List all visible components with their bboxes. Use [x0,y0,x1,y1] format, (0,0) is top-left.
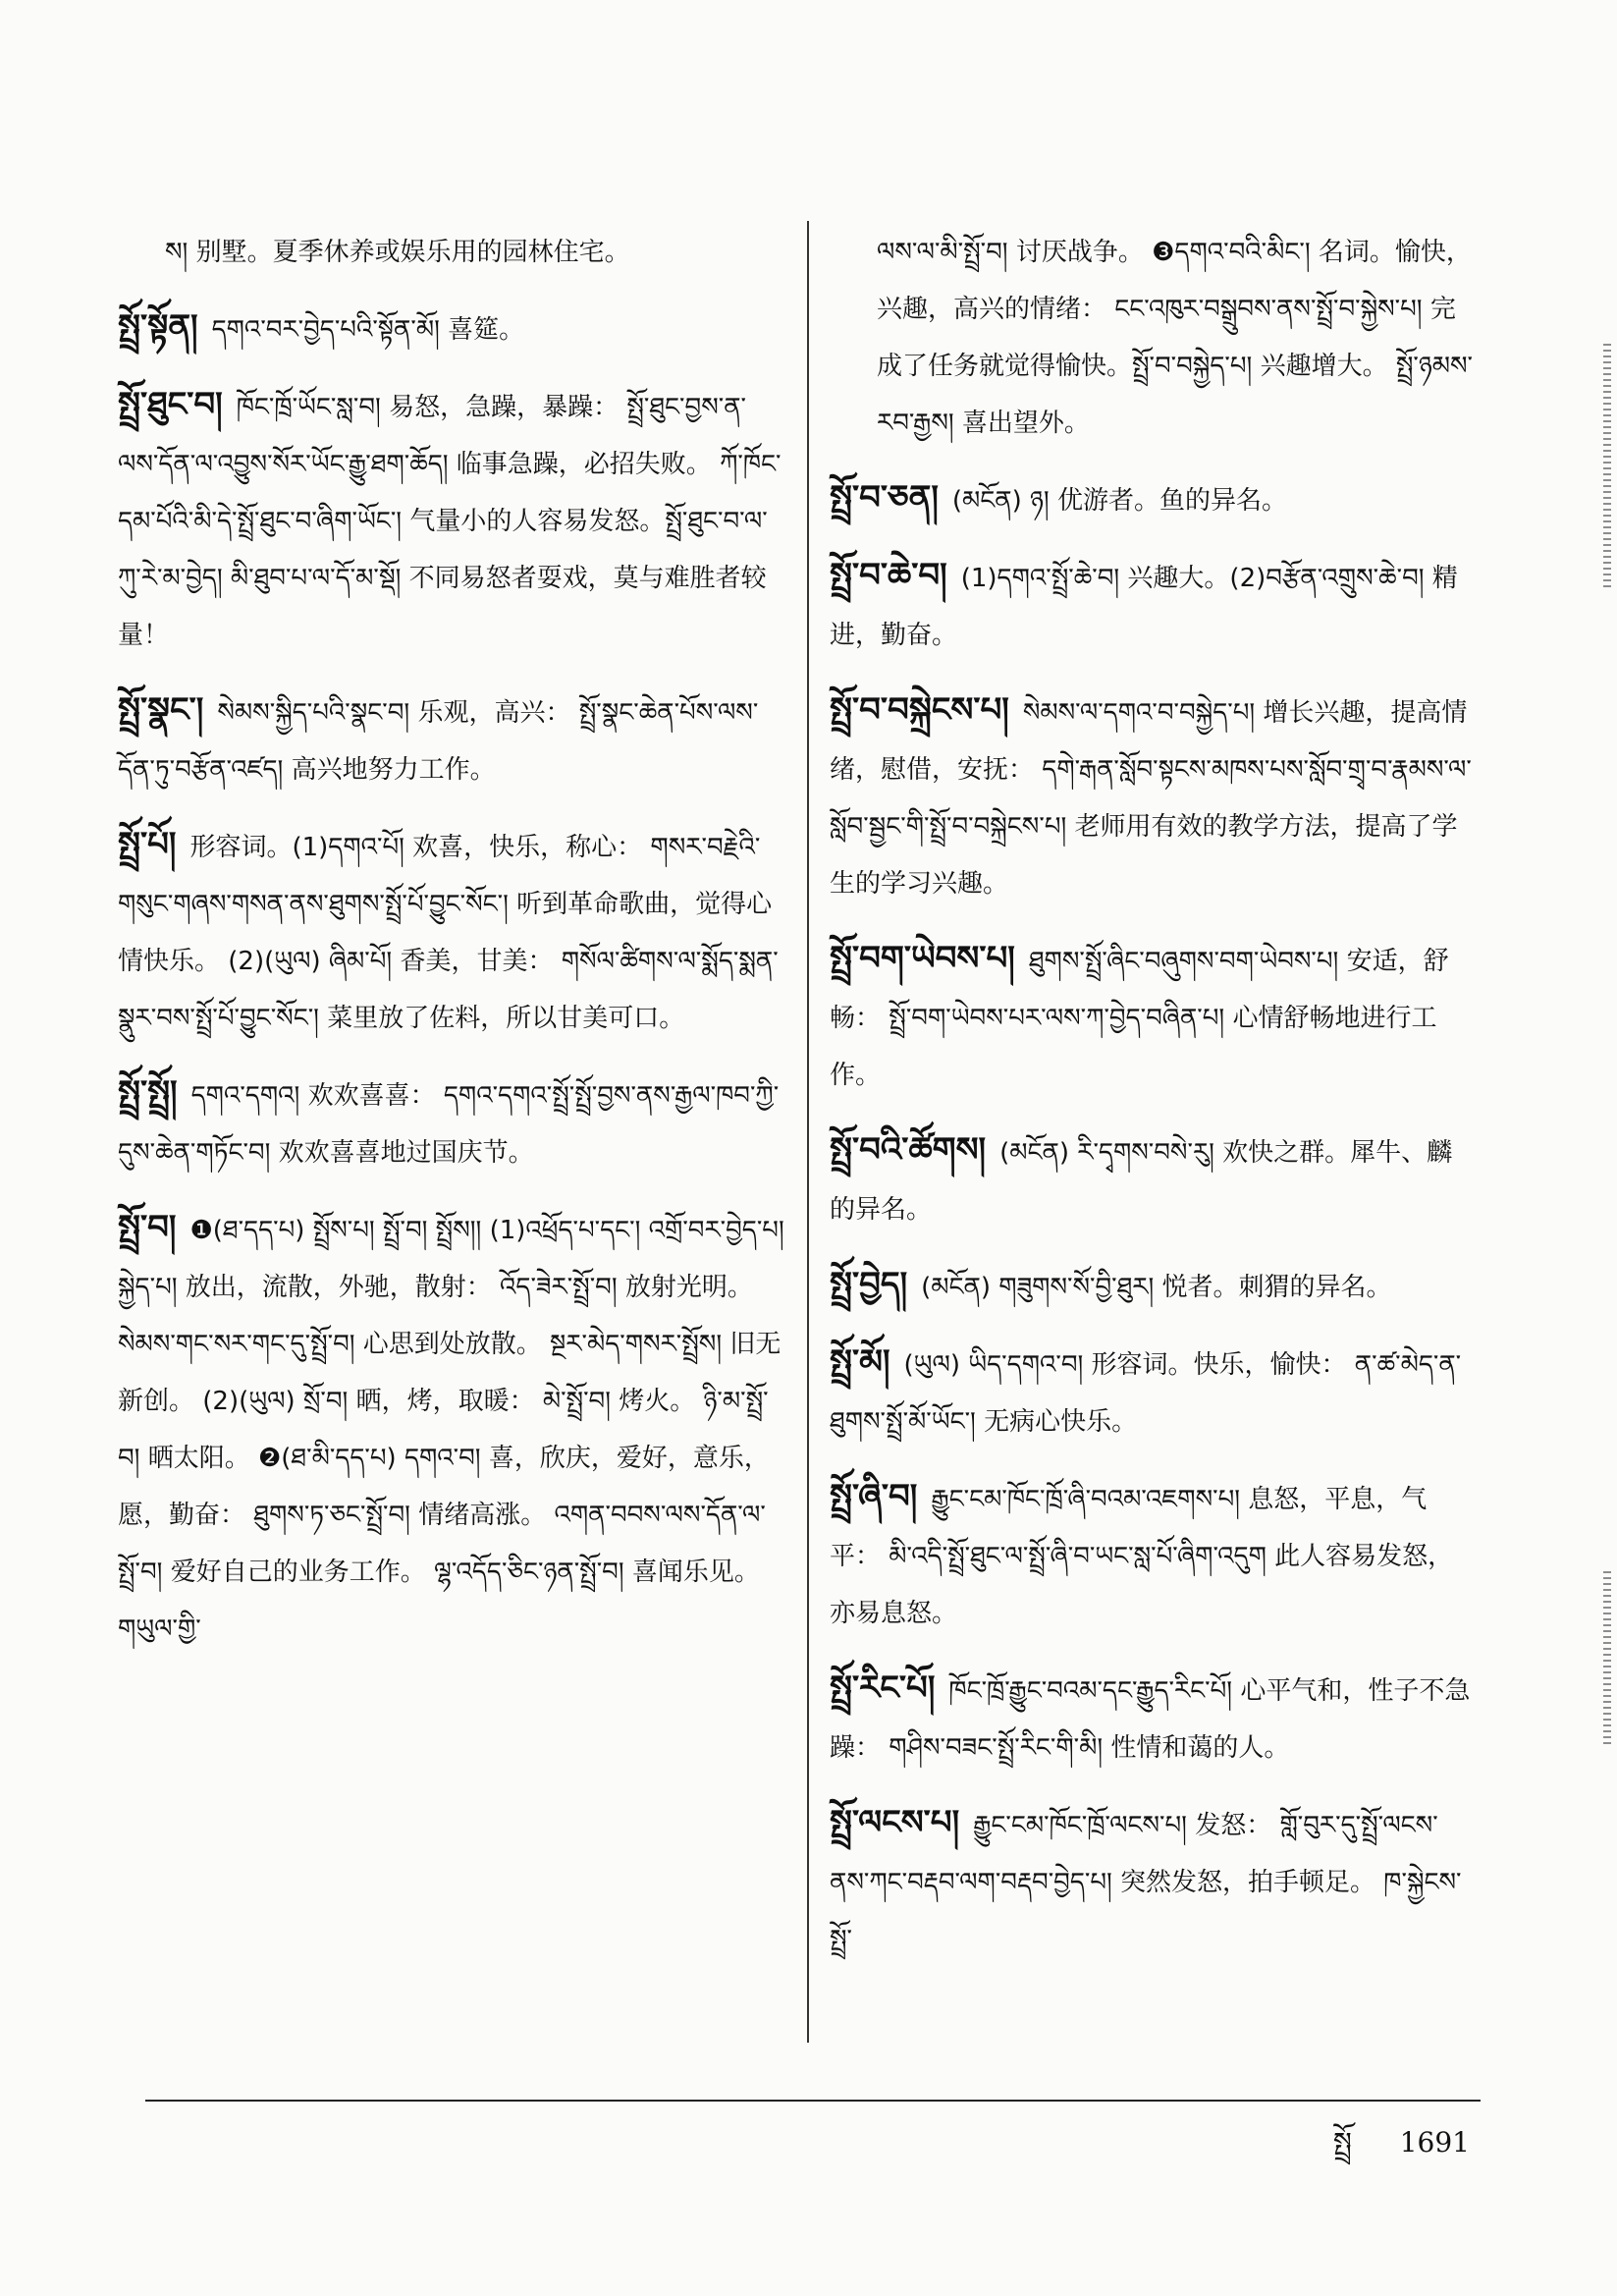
dictionary-entry [118,1199,785,1658]
dictionary-entry [830,1794,1478,1968]
right-column [830,224,1478,1986]
dictionary-entry [118,816,785,1047]
entry-definition: སེམས་ལ་དགའ་བ་བསྐྱེད་པ། 增长兴趣，提高情绪，慰借，安抚： དགེ་རྒན་སློབ་སྟངས་མཁས་པས་སློབ་གྲྭ་བ་རྣམས་ལ་སློབ་སྦྱང་གི་སྤྲོ་བ་བསྐྲེངས་པ། 老师用有效的教学方法，提高了学生的学习兴趣。 [830,698,1472,899]
footer-letter: སྤྲོ [1332,2126,1352,2159]
entry-headword: སྤྲོ་པོ། [118,825,177,864]
page-footer [1294,2111,1470,2189]
entry-headword: སྤྲོ་བ་བསྐྲེངས་པ། [830,690,1009,730]
entry-headword: སྤྲོ་བྱེད། [830,1265,908,1304]
entry-definition: དགའ་དགའ། 欢欢喜喜： དགའ་དགའ་སྤྲོ་སྤྲོ་བྱས་ནས་རྒྱལ་ཁབ་ཀྱི་དུས་ཆེན་གཏོང་བ། 欢欢喜喜地过国庆节。 [118,1081,780,1168]
entry-definition: ས། 别墅。夏季休养或娱乐用的园林住宅。 [165,238,630,267]
dictionary-entry [830,1256,1478,1316]
entry-definition: (མངོན) གཟུགས་སོ་བྱི་ཐུར། 悦者。刺猬的异名。 [921,1273,1392,1302]
page-number: 1691 [1399,2126,1470,2159]
entry-definition: (1)དགའ་སྤྲོ་ཆེ་བ། 兴趣大。(2)བརྩོན་འགྲུས་ཆེ་བ། 精进，勤奋。 [830,564,1458,650]
scan-edge-mark [1603,1571,1611,1748]
entry-definition: ཐུགས་སྤྲོ་ཞིང་བཞུགས་བག་ཡེབས་པ། 安适，舒畅： སྤྲོ་བག་ཡེབས་པར་ལས་ཀ་བྱེད་བཞིན་པ། 心情舒畅地进行工作。 [830,947,1449,1090]
dictionary-entry [830,1468,1478,1642]
entry-definition: ཁོང་ཁྲོ་ཡོང་སླ་བ། 易怒，急躁，暴躁： སྤྲོ་ཐུང་བྱས་ན་ལས་དོན་ལ་འབྱུས་སོར་ཡོང་རྒྱུ་ཐག་ཆོད། 临事急躁，必招失败。 ཀོ་ཁོང་དམ་པོའི་མི་དེ་སྤྲོ་ཐུང་བ་ཞིག་ཡོང་། 气量小的人容易发怒。སྤྲོ་ཐུང་བ་ལ་ཀུ་རེ་མ་བྱེད། མི་ཐུབ་པ་ལ་དོ་མ་སྡོ། 不同易怒者耍戏，莫与难胜者较量！ [118,393,782,650]
entry-headword: སྤྲོ་ཐུང་བ། [118,385,223,424]
dictionary-entry [118,1065,785,1181]
entry-definition: ཁོང་ཁྲོ་རྒྱུང་བའམ་དང་རྒྱུད་རིང་པོ། 心平气和，性子不急躁： གཤིས་བཟང་སྤྲོ་རིང་གི་མི། 性情和蔼的人。 [830,1676,1471,1763]
dictionary-entry [830,1660,1478,1777]
column-divider [807,221,809,2043]
dictionary-entry [118,299,785,358]
dictionary-entry [830,469,1478,529]
entry-headword: སྤྲོ་བའི་ཚོགས། [830,1130,987,1170]
entry-headword: སྤྲོ་བག་ཡེབས་པ། [830,939,1015,978]
entry-definition: ལས་ལ་མི་སྤྲོ་བ། 讨厌战争。 ❸དགའ་བའི་མིང་། 名词。愉快，兴趣，高兴的情绪： ངང་འཁུར་བསྒྲུབས་ནས་སྤྲོ་བ་སྐྱེས་པ། 完成了任务就觉得愉快。སྤྲོ་བ་བསྐྱེད་པ། 兴趣增大。 སྤྲོ་ཉམས་རབ་རྒྱས། 喜出望外。 [877,238,1474,438]
entry-headword: སྤྲོ་ལངས་པ། [830,1803,960,1842]
entry-headword: སྤྲོ་སྤྲོ། [118,1073,178,1113]
dictionary-entry [830,682,1478,912]
dictionary-entry [118,682,785,798]
dictionary-entry [830,224,1478,452]
dictionary-entry [830,1121,1478,1238]
entry-definition: (ཡུལ) ཡིད་དགའ་བ། 形容词。快乐，愉快： ན་ཚ་མེད་ན་ཐུགས་སྤྲོ་མོ་ཡོང་། 无病心快乐。 [830,1350,1462,1437]
dictionary-entry [118,224,785,281]
entry-headword: སྤྲོ་ཞི་བ། [830,1477,918,1516]
entry-definition: (མངོན) ཉ། 优游者。鱼的异名。 [951,486,1287,516]
footer-rule [145,2100,1481,2102]
entry-definition: དགའ་བར་བྱེད་པའི་སྟོན་མོ། 喜筵。 [211,315,525,345]
entry-headword: སྤྲོ་སྟོན། [118,307,198,347]
dictionary-entry [830,1334,1478,1450]
entry-headword: སྤྲོ་བ། [118,1208,177,1247]
entry-definition: (མངོན) རི་དྭགས་བསེ་རུ། 欢快之群。犀牛、麟的异名。 [830,1138,1453,1225]
entry-headword: སྤྲོ་སྣང་། [118,690,204,730]
entry-definition: རྒྱུང་ངམ་ཁོང་ཁྲོ་ཞི་བའམ་འཇགས་པ། 息怒，平息，气平： མི་འདི་སྤྲོ་ཐུང་ལ་སྤྲོ་ཞི་བ་ཡང་སླ་པོ་ཞིག་འདུག 此人容易发怒，亦易息怒。 [830,1485,1454,1628]
entry-headword: སྤྲོ་རིང་པོ། [830,1668,936,1708]
entry-headword: སྤྲོ་མོ། [830,1342,890,1382]
scan-edge-mark [1603,344,1611,589]
left-column [118,224,785,1675]
entry-headword: སྤྲོ་བ་ཅན། [830,478,939,518]
entry-definition: སེམས་སྐྱིད་པའི་སྣང་བ། 乐观，高兴： སྤྲོ་སྣང་ཆེན་པོས་ལས་དོན་ཏུ་བརྩོན་འཛད། 高兴地努力工作。 [118,698,759,785]
entry-definition: ❶(ཐ་དད་པ) སྤྲོས་པ། སྤྲོ་བ། སྤྲོས།། (1)འཕྲོད་པ་དང་། འགྲོ་བར་བྱེད་པ། སྐྱེད་པ། 放出，流散，外驰，散射： འོད་ཟེར་སྤྲོ་བ། 放射光明。 སེམས་གང་སར་གང་དུ་སྤྲོ་བ། 心思到处放散。 སྔར་མེད་གསར་སྤྲོས། 旧无新创。 (2)(ཡུལ) སྲོ་བ། 晒，烤，取暖： མེ་སྤྲོ་བ། 烤火。 ཉི་མ་སྤྲོ་བ། 晒太阳。 ❷(ཐ་མི་དད་པ) དགའ་བ། 喜，欣庆，爱好，意乐，愿，勤奋： ཐུགས་ཏ་ཅང་སྤྲོ་བ། 情绪高涨。 འགན་བབས་ལས་དོན་ལ་སྤྲོ་བ། 爱好自己的业务工作。 ལྷ་འདོད་ཅིང་ཉན་སྤྲོ་བ། 喜闻乐见。 གཡུལ་གྱི་ [118,1216,784,1644]
dictionary-entry [830,547,1478,664]
dictionary-entry [118,376,785,664]
entry-definition: རྒྱུང་ངམ་ཁོང་ཁྲོ་ལངས་པ། 发怒： གློ་བུར་དུ་སྤྲོ་ལངས་ནས་ཀང་བརྡབ་ལག་བརྡབ་བྱེད་པ། 突然发怒，拍手顿足。 ཁ་སྐྱེངས་སྤྲོ་ [830,1811,1462,1954]
dictionary-entry [830,930,1478,1104]
entry-definition: 形容词。(1)དགའ་པོ། 欢喜，快乐，称心： གསར་བརྗེའི་གསུང་གཞས་གསན་ནས་ཐུགས་སྤྲོ་པོ་བྱུང་སོང་། 听到革命歌曲，觉得心情快乐。 (2)(ཡུལ) ཞིམ་པོ། 香美，甘美： གསོལ་ཚིགས་ལ་སྨོད་སྨན་སྣུར་བས་སྤྲོ་པོ་བྱུང་སོང་། 菜里放了佐料，所以甘美可口。 [118,833,779,1033]
entry-headword: སྤྲོ་བ་ཆེ་བ། [830,556,947,595]
